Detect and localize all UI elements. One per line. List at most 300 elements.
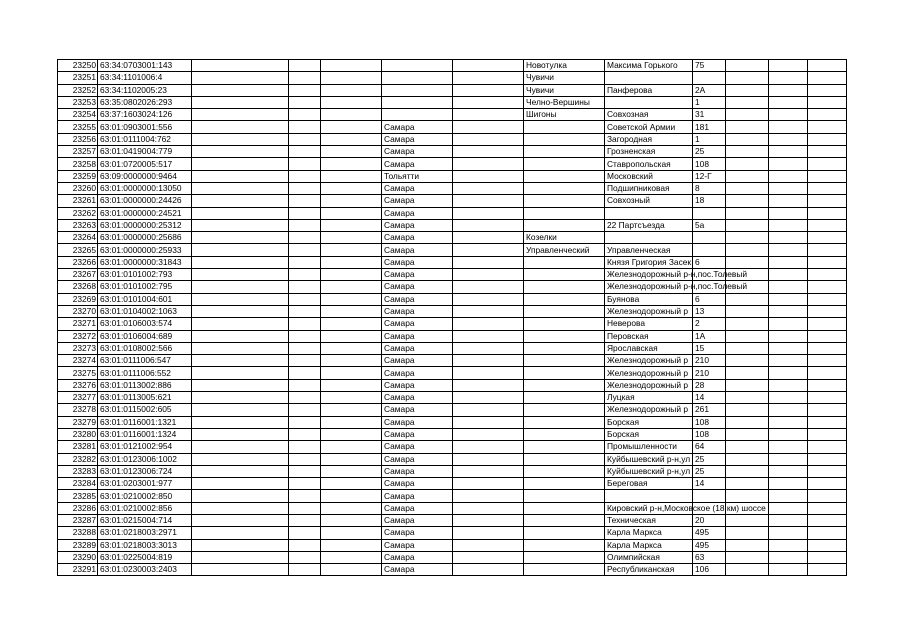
cell-street[interactable]: Буянова xyxy=(605,293,693,305)
cell-col-m[interactable] xyxy=(808,244,847,256)
cell-house[interactable]: 75 xyxy=(693,60,726,72)
cell-col-e[interactable] xyxy=(321,170,382,182)
cell-col-d[interactable] xyxy=(289,72,321,84)
cell-col-k[interactable] xyxy=(726,318,769,330)
cell-house[interactable]: 12-Г xyxy=(693,170,726,182)
cell-col-l[interactable] xyxy=(769,342,808,354)
cell-locality[interactable] xyxy=(524,490,605,502)
cell-col-c[interactable] xyxy=(192,514,289,526)
cell-city[interactable]: Самара xyxy=(382,281,453,293)
cell-locality[interactable]: Новотулка xyxy=(524,60,605,72)
cell-city[interactable]: Самара xyxy=(382,441,453,453)
cell-col-m[interactable] xyxy=(808,133,847,145)
cell-cadastral-number[interactable]: 63:01:0113005:621 xyxy=(98,392,192,404)
cell-house[interactable]: 495 xyxy=(693,539,726,551)
cell-city[interactable]: Самара xyxy=(382,195,453,207)
cell-street[interactable]: Максима Горького xyxy=(605,60,693,72)
cell-city[interactable] xyxy=(382,96,453,108)
cell-house[interactable]: 28 xyxy=(693,379,726,391)
cell-row-number[interactable]: 23266 xyxy=(58,256,98,268)
cell-col-e[interactable] xyxy=(321,293,382,305)
cell-house[interactable] xyxy=(693,244,726,256)
cell-col-e[interactable] xyxy=(321,441,382,453)
cell-col-d[interactable] xyxy=(289,551,321,563)
cell-street[interactable]: 22 Партсъезда xyxy=(605,219,693,231)
cell-locality[interactable] xyxy=(524,195,605,207)
cell-col-k[interactable] xyxy=(726,514,769,526)
cell-locality[interactable] xyxy=(524,428,605,440)
cell-col-d[interactable] xyxy=(289,416,321,428)
cell-house[interactable]: 25 xyxy=(693,453,726,465)
cell-col-k[interactable] xyxy=(726,416,769,428)
cell-city[interactable]: Самара xyxy=(382,305,453,317)
cell-city[interactable] xyxy=(382,84,453,96)
cell-row-number[interactable]: 23251 xyxy=(58,72,98,84)
cell-cadastral-number[interactable]: 63:01:0111004:762 xyxy=(98,133,192,145)
cell-col-g[interactable] xyxy=(453,256,524,268)
cell-col-d[interactable] xyxy=(289,109,321,121)
cell-locality[interactable]: Шигоны xyxy=(524,109,605,121)
cell-street[interactable] xyxy=(605,207,693,219)
cell-col-c[interactable] xyxy=(192,207,289,219)
cell-locality[interactable] xyxy=(524,305,605,317)
cell-col-m[interactable] xyxy=(808,84,847,96)
cell-col-e[interactable] xyxy=(321,490,382,502)
cell-col-d[interactable] xyxy=(289,330,321,342)
cell-col-d[interactable] xyxy=(289,96,321,108)
cell-col-l[interactable] xyxy=(769,502,808,514)
cell-col-d[interactable] xyxy=(289,367,321,379)
cell-col-l[interactable] xyxy=(769,121,808,133)
cell-locality[interactable] xyxy=(524,564,605,576)
cell-house[interactable]: 31 xyxy=(693,109,726,121)
cell-col-g[interactable] xyxy=(453,342,524,354)
cell-street[interactable]: Совхозный xyxy=(605,195,693,207)
cell-street[interactable]: Подшипниковая xyxy=(605,182,693,194)
cell-locality[interactable] xyxy=(524,121,605,133)
cell-row-number[interactable]: 23283 xyxy=(58,465,98,477)
cell-house[interactable]: 181 xyxy=(693,121,726,133)
cell-cadastral-number[interactable]: 63:01:0106003:574 xyxy=(98,318,192,330)
cell-col-g[interactable] xyxy=(453,133,524,145)
cell-city[interactable]: Самара xyxy=(382,428,453,440)
cell-locality[interactable] xyxy=(524,379,605,391)
cell-street[interactable]: Железнодорожный р-н,пос.Толевый xyxy=(605,269,693,281)
cell-col-e[interactable] xyxy=(321,232,382,244)
cell-city[interactable]: Самара xyxy=(382,219,453,231)
cell-col-k[interactable] xyxy=(726,355,769,367)
cell-col-k[interactable] xyxy=(726,404,769,416)
cell-col-e[interactable] xyxy=(321,207,382,219)
cell-col-m[interactable] xyxy=(808,96,847,108)
cell-street[interactable] xyxy=(605,490,693,502)
cell-street[interactable]: Куйбышевский р-н,ул xyxy=(605,465,693,477)
cell-city[interactable]: Самара xyxy=(382,342,453,354)
cell-col-l[interactable] xyxy=(769,367,808,379)
cell-house[interactable]: 25 xyxy=(693,465,726,477)
cell-row-number[interactable]: 23263 xyxy=(58,219,98,231)
cell-city[interactable]: Самара xyxy=(382,133,453,145)
cell-col-g[interactable] xyxy=(453,379,524,391)
cell-city[interactable]: Самара xyxy=(382,527,453,539)
cell-row-number[interactable]: 23286 xyxy=(58,502,98,514)
cell-col-k[interactable] xyxy=(726,121,769,133)
cell-col-m[interactable] xyxy=(808,158,847,170)
cell-col-m[interactable] xyxy=(808,392,847,404)
cell-col-d[interactable] xyxy=(289,219,321,231)
cell-col-l[interactable] xyxy=(769,232,808,244)
cell-locality[interactable] xyxy=(524,269,605,281)
cell-col-g[interactable] xyxy=(453,465,524,477)
cell-col-l[interactable] xyxy=(769,490,808,502)
cell-cadastral-number[interactable]: 63:01:0000000:25933 xyxy=(98,244,192,256)
cell-street[interactable]: Техническая xyxy=(605,514,693,526)
cell-col-m[interactable] xyxy=(808,281,847,293)
cell-col-c[interactable] xyxy=(192,195,289,207)
cell-col-e[interactable] xyxy=(321,330,382,342)
cell-col-m[interactable] xyxy=(808,232,847,244)
cell-house[interactable] xyxy=(693,490,726,502)
cell-row-number[interactable]: 23264 xyxy=(58,232,98,244)
cell-col-e[interactable] xyxy=(321,182,382,194)
cell-col-e[interactable] xyxy=(321,539,382,551)
cell-cadastral-number[interactable]: 63:01:0419004:779 xyxy=(98,146,192,158)
cell-col-e[interactable] xyxy=(321,355,382,367)
cell-street[interactable]: Кировский р-н,Московское (18 км) шоссе xyxy=(605,502,693,514)
cell-col-g[interactable] xyxy=(453,392,524,404)
cell-row-number[interactable]: 23287 xyxy=(58,514,98,526)
cell-row-number[interactable]: 23260 xyxy=(58,182,98,194)
cell-locality[interactable] xyxy=(524,551,605,563)
cell-col-g[interactable] xyxy=(453,146,524,158)
cell-locality[interactable] xyxy=(524,256,605,268)
cell-house[interactable]: 210 xyxy=(693,355,726,367)
cell-col-k[interactable] xyxy=(726,367,769,379)
cell-col-k[interactable] xyxy=(726,379,769,391)
cell-col-c[interactable] xyxy=(192,318,289,330)
cell-col-g[interactable] xyxy=(453,539,524,551)
cell-row-number[interactable]: 23291 xyxy=(58,564,98,576)
cell-locality[interactable]: Челно-Вершины xyxy=(524,96,605,108)
cell-col-m[interactable] xyxy=(808,539,847,551)
cell-col-l[interactable] xyxy=(769,109,808,121)
cell-col-d[interactable] xyxy=(289,293,321,305)
cell-cadastral-number[interactable]: 63:01:0218003:3013 xyxy=(98,539,192,551)
cell-row-number[interactable]: 23270 xyxy=(58,305,98,317)
cell-col-k[interactable] xyxy=(726,170,769,182)
cell-col-m[interactable] xyxy=(808,170,847,182)
cell-locality[interactable] xyxy=(524,453,605,465)
cell-col-c[interactable] xyxy=(192,293,289,305)
cell-col-d[interactable] xyxy=(289,305,321,317)
cell-city[interactable]: Самара xyxy=(382,514,453,526)
cell-city[interactable]: Самара xyxy=(382,269,453,281)
cell-col-g[interactable] xyxy=(453,293,524,305)
cell-cadastral-number[interactable]: 63:01:0115002:605 xyxy=(98,404,192,416)
cell-row-number[interactable]: 23262 xyxy=(58,207,98,219)
cell-col-k[interactable] xyxy=(726,441,769,453)
cell-cadastral-number[interactable]: 63:01:0000000:24521 xyxy=(98,207,192,219)
cell-col-d[interactable] xyxy=(289,170,321,182)
cell-locality[interactable] xyxy=(524,514,605,526)
cell-cadastral-number[interactable]: 63:01:0210002:856 xyxy=(98,502,192,514)
cell-cadastral-number[interactable]: 63:01:0230003:2403 xyxy=(98,564,192,576)
cell-col-k[interactable] xyxy=(726,564,769,576)
cell-house[interactable]: 6 xyxy=(693,293,726,305)
cell-house[interactable]: 64 xyxy=(693,441,726,453)
cell-col-g[interactable] xyxy=(453,158,524,170)
cell-row-number[interactable]: 23271 xyxy=(58,318,98,330)
cell-col-l[interactable] xyxy=(769,441,808,453)
cell-locality[interactable] xyxy=(524,478,605,490)
cell-col-c[interactable] xyxy=(192,539,289,551)
cell-col-c[interactable] xyxy=(192,404,289,416)
cell-locality[interactable] xyxy=(524,342,605,354)
cell-col-m[interactable] xyxy=(808,293,847,305)
cell-city[interactable]: Самара xyxy=(382,392,453,404)
cell-col-e[interactable] xyxy=(321,146,382,158)
cell-col-l[interactable] xyxy=(769,84,808,96)
cell-col-g[interactable] xyxy=(453,527,524,539)
cell-col-c[interactable] xyxy=(192,527,289,539)
cell-col-e[interactable] xyxy=(321,305,382,317)
cell-locality[interactable] xyxy=(524,527,605,539)
cell-col-m[interactable] xyxy=(808,564,847,576)
cell-col-c[interactable] xyxy=(192,478,289,490)
cell-row-number[interactable]: 23281 xyxy=(58,441,98,453)
cell-cadastral-number[interactable]: 63:34:0703001:143 xyxy=(98,60,192,72)
cell-row-number[interactable]: 23279 xyxy=(58,416,98,428)
cell-col-d[interactable] xyxy=(289,158,321,170)
cell-row-number[interactable]: 23272 xyxy=(58,330,98,342)
cell-col-m[interactable] xyxy=(808,256,847,268)
cell-locality[interactable] xyxy=(524,182,605,194)
cell-col-e[interactable] xyxy=(321,133,382,145)
cell-locality[interactable] xyxy=(524,158,605,170)
cell-street[interactable]: Неверова xyxy=(605,318,693,330)
cell-col-c[interactable] xyxy=(192,379,289,391)
cell-col-g[interactable] xyxy=(453,96,524,108)
cell-col-m[interactable] xyxy=(808,146,847,158)
cell-col-d[interactable] xyxy=(289,355,321,367)
cell-col-e[interactable] xyxy=(321,244,382,256)
cell-col-l[interactable] xyxy=(769,269,808,281)
cell-street[interactable] xyxy=(605,96,693,108)
cell-row-number[interactable]: 23259 xyxy=(58,170,98,182)
cell-col-k[interactable] xyxy=(726,109,769,121)
cell-col-c[interactable] xyxy=(192,269,289,281)
cell-col-k[interactable] xyxy=(726,219,769,231)
cell-col-m[interactable] xyxy=(808,182,847,194)
cell-col-e[interactable] xyxy=(321,404,382,416)
cell-street[interactable]: Карла Маркса xyxy=(605,539,693,551)
cell-col-l[interactable] xyxy=(769,133,808,145)
cell-col-l[interactable] xyxy=(769,392,808,404)
cell-street[interactable]: Совхозная xyxy=(605,109,693,121)
cell-cadastral-number[interactable]: 63:01:0215004:714 xyxy=(98,514,192,526)
cell-city[interactable]: Самара xyxy=(382,453,453,465)
cell-locality[interactable] xyxy=(524,219,605,231)
cell-col-c[interactable] xyxy=(192,441,289,453)
cell-col-d[interactable] xyxy=(289,84,321,96)
cell-col-g[interactable] xyxy=(453,478,524,490)
cell-city[interactable]: Самара xyxy=(382,182,453,194)
cell-col-c[interactable] xyxy=(192,109,289,121)
cell-col-l[interactable] xyxy=(769,219,808,231)
cell-cadastral-number[interactable]: 63:01:0106004:689 xyxy=(98,330,192,342)
cell-col-m[interactable] xyxy=(808,60,847,72)
cell-street[interactable]: Князя Григория Засек xyxy=(605,256,693,268)
cell-street[interactable]: Железнодорожный р xyxy=(605,404,693,416)
cell-col-c[interactable] xyxy=(192,355,289,367)
cell-col-e[interactable] xyxy=(321,342,382,354)
cell-col-c[interactable] xyxy=(192,96,289,108)
cell-col-c[interactable] xyxy=(192,84,289,96)
cell-street[interactable] xyxy=(605,232,693,244)
cell-locality[interactable] xyxy=(524,465,605,477)
cell-row-number[interactable]: 23258 xyxy=(58,158,98,170)
cell-city[interactable]: Самара xyxy=(382,564,453,576)
cell-locality[interactable] xyxy=(524,281,605,293)
cell-cadastral-number[interactable]: 63:01:0203001:977 xyxy=(98,478,192,490)
cell-col-m[interactable] xyxy=(808,305,847,317)
cell-col-g[interactable] xyxy=(453,355,524,367)
cell-col-k[interactable] xyxy=(726,256,769,268)
cell-col-m[interactable] xyxy=(808,355,847,367)
cell-col-k[interactable] xyxy=(726,551,769,563)
cell-col-c[interactable] xyxy=(192,367,289,379)
cell-col-d[interactable] xyxy=(289,281,321,293)
cell-col-k[interactable] xyxy=(726,527,769,539)
cell-col-l[interactable] xyxy=(769,256,808,268)
cell-col-m[interactable] xyxy=(808,502,847,514)
cell-house[interactable]: 25 xyxy=(693,146,726,158)
cell-col-m[interactable] xyxy=(808,404,847,416)
cell-col-l[interactable] xyxy=(769,182,808,194)
cell-col-d[interactable] xyxy=(289,195,321,207)
cell-col-g[interactable] xyxy=(453,281,524,293)
cell-street[interactable]: Республиканская xyxy=(605,564,693,576)
cell-house[interactable]: 495 xyxy=(693,527,726,539)
cell-col-e[interactable] xyxy=(321,158,382,170)
cell-cadastral-number[interactable]: 63:01:0218003:2971 xyxy=(98,527,192,539)
cell-col-g[interactable] xyxy=(453,404,524,416)
cell-house[interactable]: 1 xyxy=(693,133,726,145)
cell-row-number[interactable]: 23277 xyxy=(58,392,98,404)
cell-street[interactable]: Управленческая xyxy=(605,244,693,256)
cell-cadastral-number[interactable]: 63:01:0000000:13050 xyxy=(98,182,192,194)
cell-locality[interactable]: Управленческий xyxy=(524,244,605,256)
cell-col-k[interactable] xyxy=(726,342,769,354)
cell-col-m[interactable] xyxy=(808,219,847,231)
cell-street[interactable]: Перовская xyxy=(605,330,693,342)
cell-col-k[interactable] xyxy=(726,244,769,256)
cell-row-number[interactable]: 23269 xyxy=(58,293,98,305)
cell-cadastral-number[interactable]: 63:01:0111006:552 xyxy=(98,367,192,379)
cell-col-e[interactable] xyxy=(321,219,382,231)
cell-col-e[interactable] xyxy=(321,416,382,428)
cell-cadastral-number[interactable]: 63:01:0116001:1321 xyxy=(98,416,192,428)
cell-col-m[interactable] xyxy=(808,416,847,428)
cell-col-d[interactable] xyxy=(289,428,321,440)
cell-city[interactable]: Самара xyxy=(382,502,453,514)
cell-col-e[interactable] xyxy=(321,367,382,379)
cell-street[interactable]: Грозненская xyxy=(605,146,693,158)
cell-col-l[interactable] xyxy=(769,355,808,367)
cell-col-k[interactable] xyxy=(726,60,769,72)
cell-col-l[interactable] xyxy=(769,453,808,465)
cell-col-d[interactable] xyxy=(289,379,321,391)
cell-street[interactable]: Карла Маркса xyxy=(605,527,693,539)
cell-locality[interactable] xyxy=(524,146,605,158)
cell-locality[interactable] xyxy=(524,330,605,342)
cell-col-m[interactable] xyxy=(808,195,847,207)
cell-col-d[interactable] xyxy=(289,133,321,145)
cell-cadastral-number[interactable]: 63:01:0000000:25312 xyxy=(98,219,192,231)
cell-col-k[interactable] xyxy=(726,428,769,440)
cell-col-k[interactable] xyxy=(726,465,769,477)
cell-cadastral-number[interactable]: 63:35:0802026:293 xyxy=(98,96,192,108)
cell-cadastral-number[interactable]: 63:01:0000000:25686 xyxy=(98,232,192,244)
cell-house[interactable]: 108 xyxy=(693,416,726,428)
cell-col-l[interactable] xyxy=(769,551,808,563)
cell-col-d[interactable] xyxy=(289,502,321,514)
cell-col-k[interactable] xyxy=(726,84,769,96)
cell-col-c[interactable] xyxy=(192,490,289,502)
cell-col-e[interactable] xyxy=(321,564,382,576)
cell-col-c[interactable] xyxy=(192,72,289,84)
cell-city[interactable]: Самара xyxy=(382,121,453,133)
cell-row-number[interactable]: 23274 xyxy=(58,355,98,367)
cell-col-l[interactable] xyxy=(769,293,808,305)
cell-city[interactable]: Самара xyxy=(382,146,453,158)
cell-house[interactable]: 5а xyxy=(693,219,726,231)
cell-col-d[interactable] xyxy=(289,60,321,72)
cell-col-e[interactable] xyxy=(321,96,382,108)
cell-house[interactable] xyxy=(693,207,726,219)
cell-city[interactable]: Самара xyxy=(382,207,453,219)
cell-col-d[interactable] xyxy=(289,564,321,576)
cell-city[interactable]: Самара xyxy=(382,478,453,490)
cell-col-d[interactable] xyxy=(289,207,321,219)
cell-col-c[interactable] xyxy=(192,170,289,182)
cell-col-l[interactable] xyxy=(769,379,808,391)
cell-col-d[interactable] xyxy=(289,465,321,477)
cell-col-e[interactable] xyxy=(321,256,382,268)
cell-house[interactable]: 18 xyxy=(693,195,726,207)
cell-col-c[interactable] xyxy=(192,392,289,404)
cell-col-l[interactable] xyxy=(769,195,808,207)
cell-col-m[interactable] xyxy=(808,342,847,354)
cell-street[interactable]: Куйбышевский р-н,ул xyxy=(605,453,693,465)
cell-col-d[interactable] xyxy=(289,318,321,330)
cell-city[interactable]: Тольятти xyxy=(382,170,453,182)
cell-col-c[interactable] xyxy=(192,244,289,256)
cell-row-number[interactable]: 23275 xyxy=(58,367,98,379)
cell-col-g[interactable] xyxy=(453,551,524,563)
cell-col-c[interactable] xyxy=(192,551,289,563)
cell-row-number[interactable]: 23252 xyxy=(58,84,98,96)
cell-locality[interactable]: Козелки xyxy=(524,232,605,244)
cell-cadastral-number[interactable]: 63:01:0123006:1002 xyxy=(98,453,192,465)
cell-col-k[interactable] xyxy=(726,539,769,551)
cell-col-c[interactable] xyxy=(192,256,289,268)
cell-row-number[interactable]: 23276 xyxy=(58,379,98,391)
cell-col-k[interactable] xyxy=(726,158,769,170)
cell-row-number[interactable]: 23250 xyxy=(58,60,98,72)
cell-col-k[interactable] xyxy=(726,232,769,244)
cell-col-m[interactable] xyxy=(808,109,847,121)
